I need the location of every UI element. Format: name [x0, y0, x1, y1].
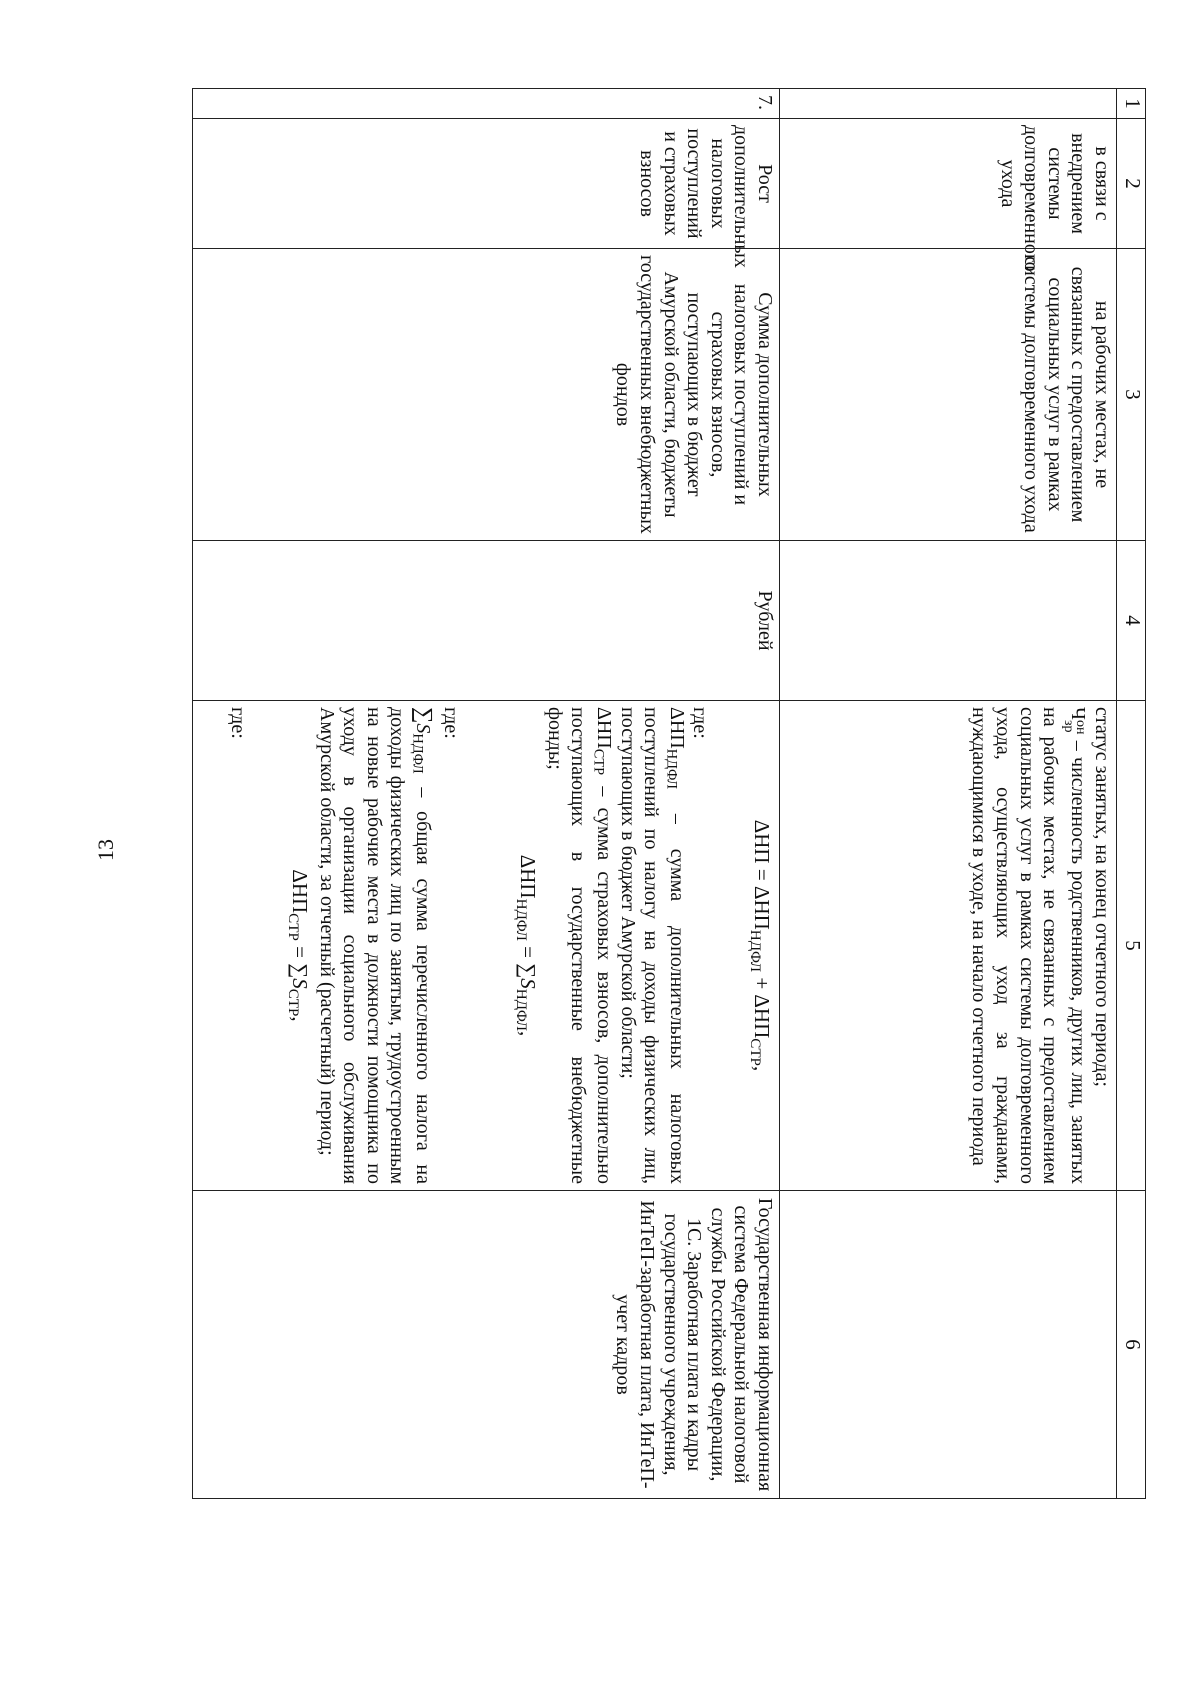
cell-prev-number	[780, 89, 1117, 119]
table-header-row	[1117, 89, 1146, 1499]
cell-prev-definition: на рабочих местах, не связанных с предоставлением социальных услуг в рамках системы долговременного ухода	[780, 249, 1117, 541]
header-col-5: 5	[1117, 701, 1146, 1191]
table-row-continued	[780, 89, 1117, 1499]
formula-str: $\Delta НП_{СТР} = \sum S_{СТР}$,	[285, 869, 313, 1022]
header-col-6: 6	[1117, 1191, 1146, 1499]
cell-7-method	[193, 701, 780, 1191]
page-number: 13	[93, 839, 118, 861]
header-col-4: 4	[1117, 541, 1146, 701]
cell-7-number: 7.	[193, 89, 780, 119]
where-label-2: где:	[439, 707, 462, 739]
prev-symbol-index: он зр	[1060, 720, 1089, 735]
prev-status-text: статус занятых, на конец отчетного периода;	[1091, 707, 1113, 1087]
definition-ndfl: $\Delta НП_{НДФЛ}$ – сумма дополнительных налоговых поступлений по налогу на доходы физических лиц, поступающих в бюджет Амурской области;	[616, 707, 688, 1184]
cell-prev-source	[780, 1191, 1117, 1499]
cell-prev-indicator: в связи с внедрением системы долговременного ухода	[780, 119, 1117, 249]
header-col-2: 2	[1117, 119, 1146, 249]
prev-symbol: Ч	[1067, 707, 1090, 720]
formula-ndfl: $\Delta НП_{НДФЛ} = \sum S_{НДФЛ}$,	[513, 854, 541, 1037]
definition-sum-ndfl: $\sum S_{НДФЛ}$ – общая сумма перечисленного налога на доходы физических лиц по занятым, трудоустроенным на новые рабочие места в должности помощника по уходу в организации социального обслуживания Амурской области, за отчетный (расчетный) период;	[315, 707, 438, 1184]
table-row-7	[193, 89, 780, 1499]
cell-7-indicator: Рост дополнительных налоговых поступлений и страховых взносов	[193, 119, 780, 249]
cell-prev-unit	[780, 541, 1117, 701]
prev-symbol-definition	[967, 707, 1090, 1184]
cell-7-source: Государственная информационная система Федеральной налоговой службы Российской Федерации, 1С. Заработная плата и кадры государственного учреждения, ИнТеП-заработная плата, ИнТеП-учет кадров	[193, 1191, 780, 1499]
indicators-table	[192, 88, 1146, 1499]
cell-prev-method	[780, 701, 1117, 1191]
cell-7-definition: Сумма дополнительных налоговых поступлений и страховых взносов, поступающих в бюджет Амурской области, бюджеты государственных внебюджетных фондов	[193, 249, 780, 541]
where-label-3: где:	[227, 707, 250, 739]
header-col-3: 3	[1117, 249, 1146, 541]
formula-total: $\Delta НП = \Delta НП_{НДФЛ} + \Delta НП_{СТР}$,	[747, 819, 774, 1072]
header-col-1: 1	[1117, 89, 1146, 119]
cell-7-unit: Рублей	[193, 541, 780, 701]
where-label-1: где:	[689, 707, 712, 739]
rotated-table-container	[146, 88, 1146, 1498]
prev-symbol-text: – численность родственников, других лиц, занятых на рабочих местах, не связанных с предоставлением социальных услуг в рамках системы долговременного ухода, осуществляющих уход за гражданами, нуждающимися в уходе, на начало отчетного периода	[968, 707, 1090, 1184]
definition-str: $\Delta НП_{СТР}$ – сумма страховых взносов, дополнительно поступающих в государственные внебюджетные фонды;	[543, 707, 616, 1184]
